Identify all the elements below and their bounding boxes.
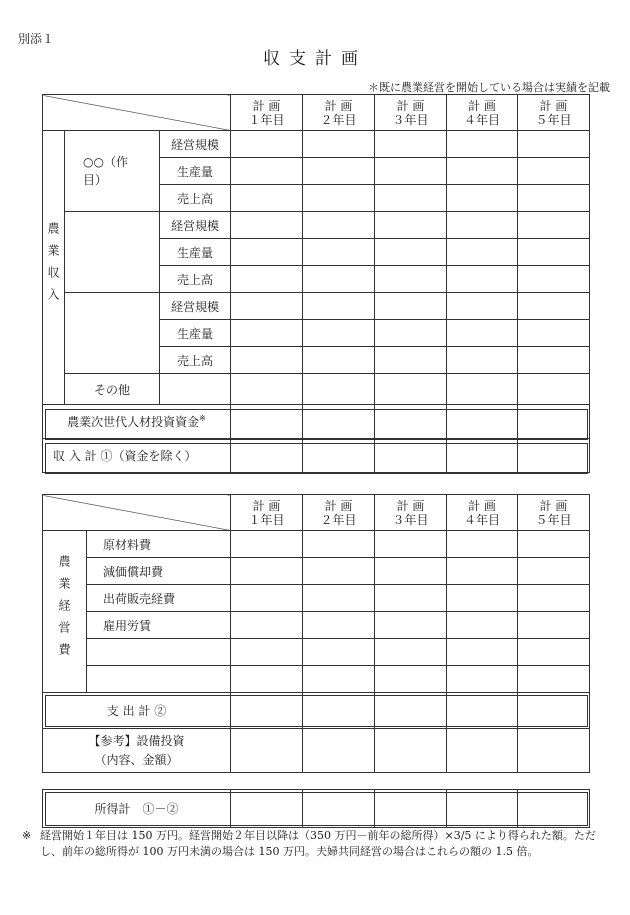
cell[interactable] — [518, 405, 590, 439]
cell[interactable] — [303, 439, 375, 473]
crop3-label[interactable] — [65, 293, 160, 374]
cell[interactable] — [231, 320, 303, 347]
year-header-4: 計 画 ４年目 — [447, 495, 518, 531]
cell[interactable] — [375, 374, 447, 405]
cell[interactable] — [375, 585, 447, 612]
cell[interactable] — [447, 185, 518, 212]
cell[interactable] — [231, 158, 303, 185]
cell[interactable] — [518, 158, 590, 185]
cell[interactable] — [518, 585, 590, 612]
cell[interactable] — [447, 693, 518, 729]
cell[interactable] — [375, 639, 447, 666]
cell[interactable] — [518, 131, 590, 158]
cell[interactable] — [375, 212, 447, 239]
cell[interactable] — [231, 212, 303, 239]
cell[interactable] — [447, 131, 518, 158]
cell[interactable] — [231, 239, 303, 266]
cell[interactable] — [375, 693, 447, 729]
cell[interactable] — [231, 266, 303, 293]
cell[interactable] — [447, 239, 518, 266]
year-header-1: 計 画 １年目 — [231, 95, 303, 131]
cell[interactable] — [518, 693, 590, 729]
cell[interactable] — [375, 405, 447, 439]
row-label-scale: 経営規模 — [160, 212, 231, 239]
cell[interactable] — [447, 212, 518, 239]
cell[interactable] — [231, 531, 303, 558]
cell[interactable] — [375, 612, 447, 639]
cell[interactable] — [303, 158, 375, 185]
cell[interactable] — [303, 790, 375, 828]
cell[interactable] — [303, 405, 375, 439]
cell[interactable] — [303, 666, 375, 693]
footnote-text: 経営開始１年目は 150 万円。経営開始２年目以降は（350 万円－前年の総所得）×3/5 により得られた額。ただし、前年の総所得が 100 万円未満の場合は 150 万円。夫婦共同経営の場合はこれらの額の 1.5 倍。 — [40, 829, 596, 858]
cell[interactable] — [231, 612, 303, 639]
income-total-label: 収 入 計 ①（資金を除く） — [43, 439, 231, 473]
year-header-2: 計 画 ２年目 — [303, 95, 375, 131]
expense-item-labor: 雇用労賃 — [87, 612, 231, 639]
expense-item-blank-1[interactable] — [87, 639, 231, 666]
year-header-4: 計 画 ４年目 — [447, 95, 518, 131]
cell[interactable] — [375, 347, 447, 374]
cell[interactable] — [518, 639, 590, 666]
income-table — [42, 94, 590, 473]
cell[interactable] — [518, 374, 590, 405]
cell[interactable] — [447, 158, 518, 185]
income-header-corner — [43, 95, 231, 131]
cell[interactable] — [231, 347, 303, 374]
cell[interactable] — [375, 531, 447, 558]
cell[interactable] — [518, 320, 590, 347]
cell[interactable] — [518, 239, 590, 266]
cell[interactable] — [231, 639, 303, 666]
income-side-label: 農業収入 — [43, 131, 65, 405]
cell[interactable] — [447, 293, 518, 320]
cell[interactable] — [518, 666, 590, 693]
cell[interactable] — [303, 612, 375, 639]
cell[interactable] — [231, 374, 303, 405]
cell[interactable] — [303, 266, 375, 293]
year-header-3: 計 画 ３年目 — [375, 95, 447, 131]
cell[interactable] — [518, 185, 590, 212]
cell[interactable] — [375, 558, 447, 585]
cell[interactable] — [231, 185, 303, 212]
cell[interactable] — [447, 639, 518, 666]
cell[interactable] — [447, 439, 518, 473]
expense-header-corner — [43, 495, 231, 531]
cell[interactable] — [447, 347, 518, 374]
cell[interactable] — [518, 612, 590, 639]
actual-results-note: ＊既に農業経営を開始している場合は実績を記載 — [368, 81, 610, 94]
cell[interactable] — [231, 558, 303, 585]
cell[interactable] — [303, 131, 375, 158]
cell[interactable] — [375, 439, 447, 473]
year-header-5: 計 画 ５年目 — [518, 495, 590, 531]
cell[interactable] — [447, 612, 518, 639]
year-header-1: 計 画 １年目 — [231, 495, 303, 531]
subsidy-label: 農業次世代人材投資資金※ — [43, 405, 231, 439]
cell[interactable] — [447, 585, 518, 612]
row-label-production: 生産量 — [160, 158, 231, 185]
cell[interactable] — [447, 531, 518, 558]
expense-item-blank-2[interactable] — [87, 666, 231, 693]
cell[interactable] — [303, 558, 375, 585]
cell[interactable] — [375, 790, 447, 828]
cell[interactable] — [303, 693, 375, 729]
cell[interactable] — [231, 131, 303, 158]
cell[interactable] — [447, 405, 518, 439]
other-income-detail[interactable] — [160, 374, 231, 405]
expense-item-materials: 原材料費 — [87, 531, 231, 558]
cell[interactable] — [375, 266, 447, 293]
cell[interactable] — [518, 558, 590, 585]
cell[interactable] — [375, 239, 447, 266]
cell[interactable] — [303, 212, 375, 239]
expense-side-label: 農業経営費 — [43, 531, 87, 693]
row-label-sales: 売上高 — [160, 266, 231, 293]
crop2-label[interactable] — [65, 212, 160, 293]
cell[interactable] — [303, 293, 375, 320]
cell[interactable] — [447, 790, 518, 828]
row-label-sales: 売上高 — [160, 347, 231, 374]
cell[interactable] — [231, 729, 303, 773]
cell[interactable] — [231, 439, 303, 473]
expense-item-shipping: 出荷販売経費 — [87, 585, 231, 612]
cell[interactable] — [447, 374, 518, 405]
cell[interactable] — [303, 729, 375, 773]
cell[interactable] — [375, 293, 447, 320]
income-calc-table — [42, 789, 590, 828]
expense-total-label: 支 出 計 ② — [43, 693, 231, 729]
equipment-investment-label: 【参考】設備投資 （内容、金額） — [43, 729, 231, 773]
cell[interactable] — [518, 790, 590, 828]
cell[interactable] — [447, 320, 518, 347]
cell[interactable] — [231, 405, 303, 439]
footnote-mark: ※ — [22, 829, 32, 842]
cell[interactable] — [231, 790, 303, 828]
footnote — [22, 828, 614, 860]
year-header-2: 計 画 ２年目 — [303, 495, 375, 531]
row-label-sales: 売上高 — [160, 185, 231, 212]
cell[interactable] — [447, 266, 518, 293]
cell[interactable] — [375, 185, 447, 212]
row-label-production: 生産量 — [160, 320, 231, 347]
attachment-label: 別添１ — [18, 32, 55, 46]
cell[interactable] — [375, 666, 447, 693]
cell[interactable] — [375, 320, 447, 347]
cell[interactable] — [303, 639, 375, 666]
row-label-production: 生産量 — [160, 239, 231, 266]
cell[interactable] — [231, 666, 303, 693]
cell[interactable] — [303, 320, 375, 347]
cell[interactable] — [518, 439, 590, 473]
cell[interactable] — [303, 374, 375, 405]
cell[interactable] — [303, 185, 375, 212]
cell[interactable] — [303, 347, 375, 374]
income-calc-label: 所得計 ①－② — [43, 790, 231, 828]
cell[interactable] — [303, 531, 375, 558]
other-income-label: その他 — [65, 374, 160, 405]
year-header-5: 計 画 ５年目 — [518, 95, 590, 131]
expense-item-depreciation: 減価償却費 — [87, 558, 231, 585]
cell[interactable] — [303, 585, 375, 612]
cell[interactable] — [518, 729, 590, 773]
cell[interactable] — [518, 293, 590, 320]
cell[interactable] — [231, 693, 303, 729]
row-label-scale: 経営規模 — [160, 131, 231, 158]
cell[interactable] — [303, 239, 375, 266]
page-title: 収支計画 — [263, 49, 367, 69]
cell[interactable] — [375, 131, 447, 158]
cell[interactable] — [231, 585, 303, 612]
cell[interactable] — [447, 558, 518, 585]
cell[interactable] — [447, 729, 518, 773]
cell[interactable] — [518, 266, 590, 293]
cell[interactable] — [518, 531, 590, 558]
cell[interactable] — [518, 347, 590, 374]
row-label-scale: 経営規模 — [160, 293, 231, 320]
cell[interactable] — [375, 729, 447, 773]
cell[interactable] — [518, 212, 590, 239]
crop1-label: ○○（作目） — [65, 131, 160, 212]
cell[interactable] — [447, 666, 518, 693]
cell[interactable] — [231, 293, 303, 320]
cell[interactable] — [375, 158, 447, 185]
year-header-3: 計 画 ３年目 — [375, 495, 447, 531]
expense-table — [42, 494, 590, 773]
